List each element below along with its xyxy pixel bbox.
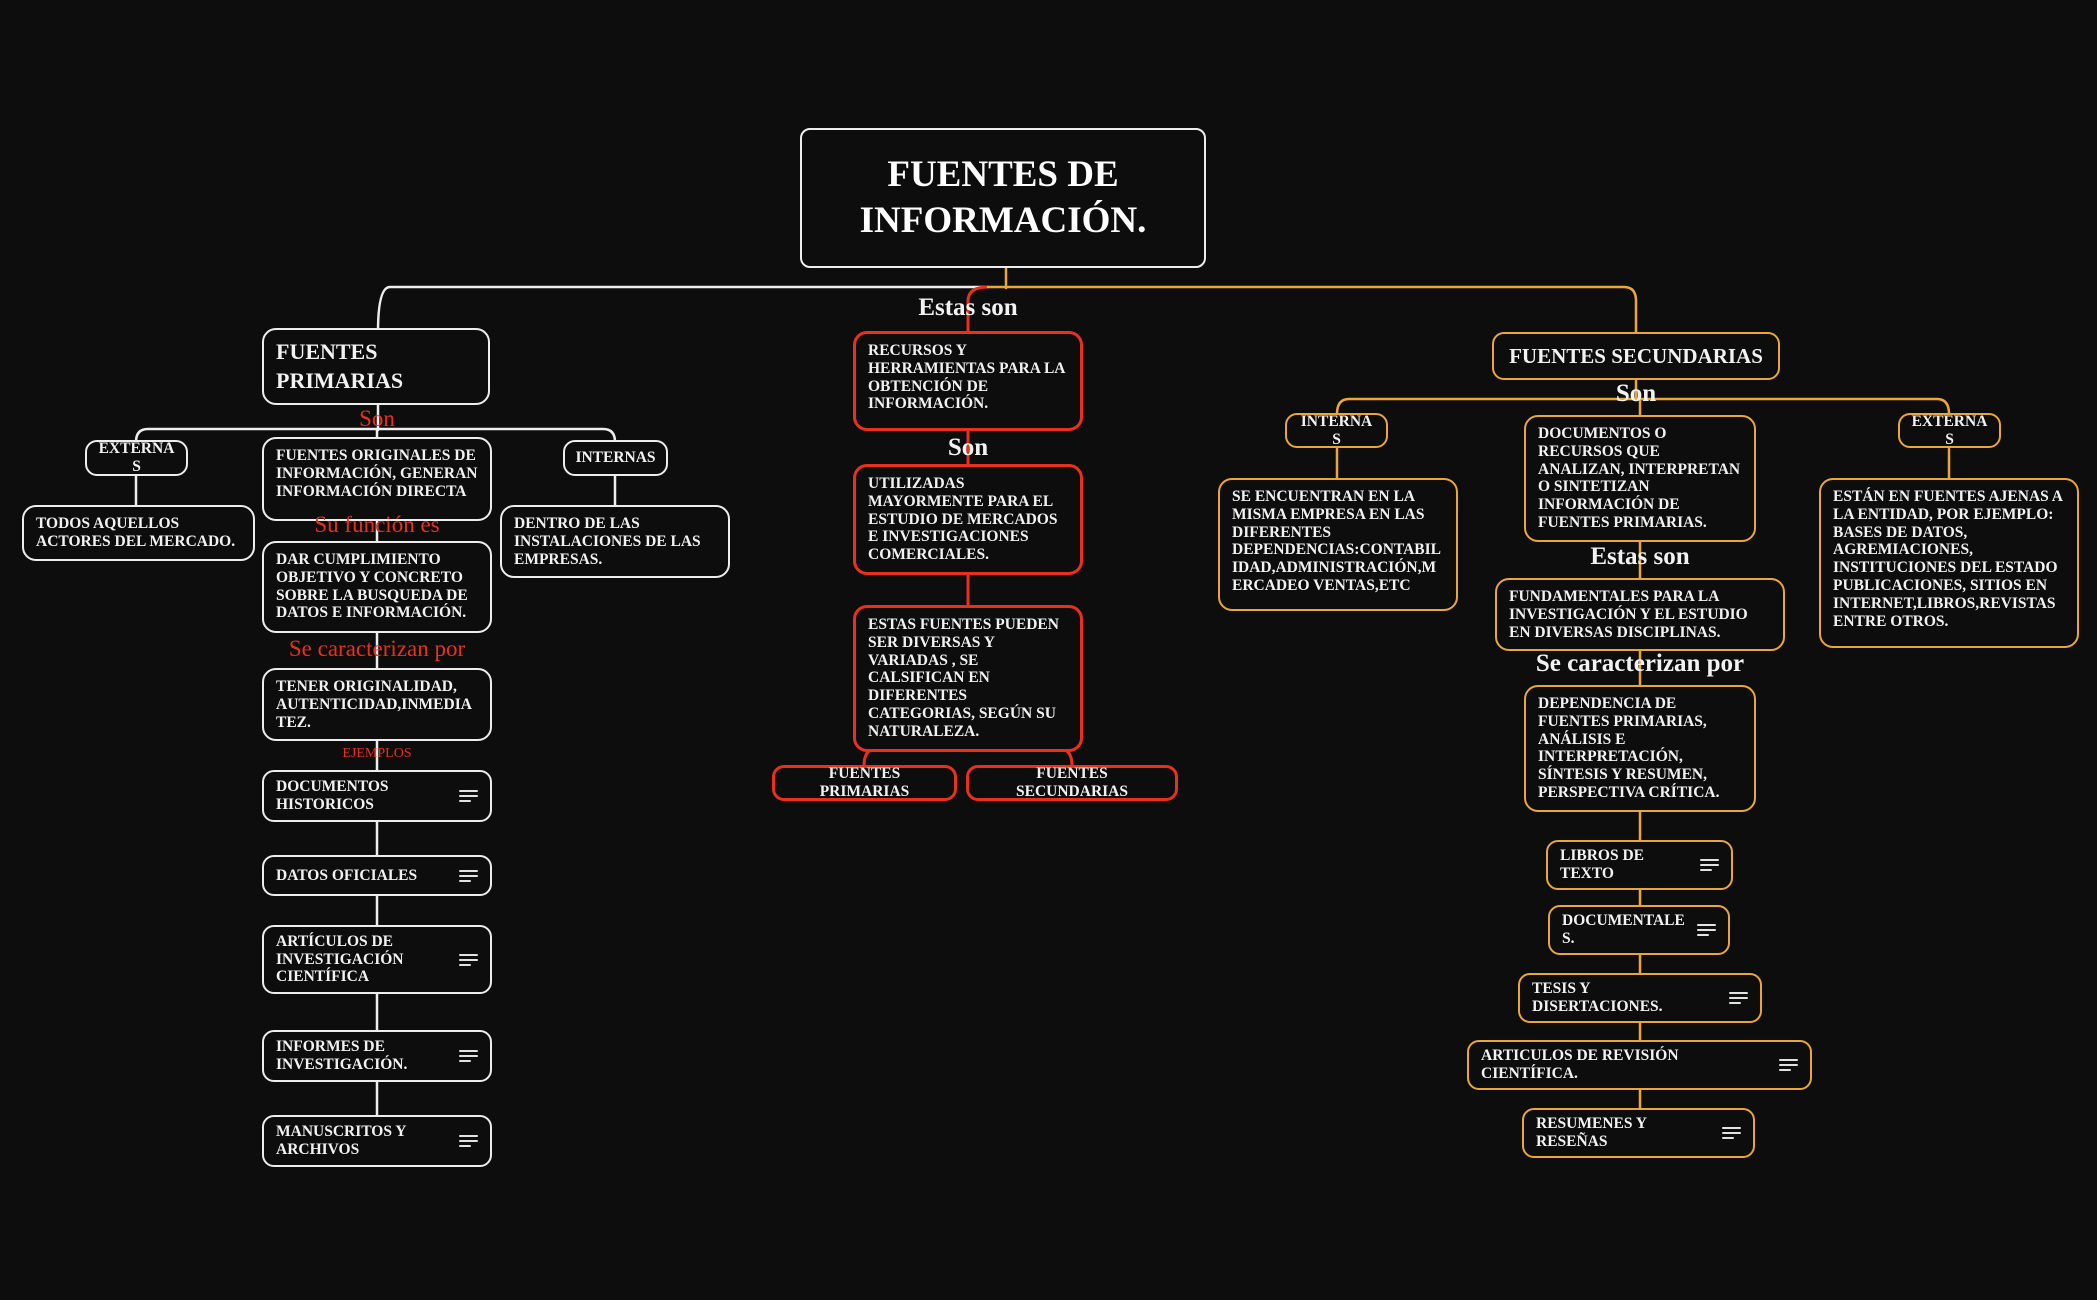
label-son-left[interactable]: Son	[359, 406, 395, 431]
node-label: INFORMES DE INVESTIGACIÓN.	[276, 1038, 408, 1073]
label-se-caracterizan-left[interactable]: Se caracterizan por	[288, 636, 466, 661]
node-internas-left[interactable]: INTERNAS	[563, 440, 668, 476]
node-label: DOCUMENTOS HISTORICOS	[276, 778, 389, 813]
node-fuentes-secundarias-root[interactable]: FUENTES SECUNDARIAS	[1492, 332, 1780, 380]
node-label: MANUSCRITOS Y ARCHIVOS	[276, 1123, 406, 1158]
node-fundamentales[interactable]: FUNDAMENTALES PARA LA INVESTIGACIÓN Y EL ESTUDIO EN DIVERSAS DISCIPLINAS.	[1495, 578, 1785, 651]
node-fuentes-primarias[interactable]: FUENTES PRIMARIAS	[262, 328, 490, 405]
notes-icon[interactable]	[1722, 1127, 1741, 1139]
node-informes-investigacion[interactable]	[262, 1030, 492, 1082]
node-documentos-recursos[interactable]: DOCUMENTOS O RECURSOS QUE ANALIZAN, INTERPRETAN O SINTETIZAN INFORMACIÓN DE FUENTES PRIMARIAS.	[1524, 415, 1756, 542]
node-utilizadas-mayormente[interactable]: UTILIZADAS MAYORMENTE PARA EL ESTUDIO DE MERCADOS E INVESTIGACIONES COMERCIALES.	[853, 464, 1083, 575]
node-fuentes-originales[interactable]: FUENTES ORIGINALES DE INFORMACIÓN, GENERAN INFORMACIÓN DIRECTA	[262, 437, 492, 521]
label-estas-son-mid[interactable]: Estas son	[918, 294, 1018, 321]
node-documentos-historicos[interactable]	[262, 770, 492, 822]
label-se-caracterizan-right[interactable]: Se caracterizan por	[1535, 650, 1745, 677]
notes-icon[interactable]	[1779, 1059, 1798, 1071]
notes-icon[interactable]	[459, 870, 478, 882]
node-label: ARTICULOS DE REVISIÓN CIENTÍFICA.	[1481, 1047, 1679, 1082]
node-dependencia[interactable]: DEPENDENCIA DE FUENTES PRIMARIAS, ANÁLISIS E INTERPRETACIÓN, SÍNTESIS Y RESUMEN, PERSPECTIVA CRÍTICA.	[1524, 685, 1756, 812]
node-externas-left[interactable]: EXTERNAS	[85, 440, 188, 476]
node-libros-texto[interactable]	[1546, 840, 1733, 890]
node-tesis-disertaciones[interactable]	[1518, 973, 1762, 1023]
node-dentro-instalaciones[interactable]: DENTRO DE LAS INSTALACIONES DE LAS EMPRESAS.	[500, 505, 730, 578]
node-label: DATOS OFICIALES	[276, 866, 418, 884]
node-fuentes-secundarias-leaf[interactable]: FUENTES SECUNDARIAS	[966, 765, 1178, 801]
node-estan-fuentes-ajenas[interactable]: ESTÁN EN FUENTES AJENAS A LA ENTIDAD, POR EJEMPLO: BASES DE DATOS, AGREMIACIONES, INSTITUCIONES DEL ESTADO PUBLICACIONES, SITIOS EN INTERNET,LIBROS,REVISTAS ENTRE OTROS.	[1819, 478, 2079, 648]
node-label: RESUMENES Y RESEÑAS	[1536, 1115, 1647, 1150]
notes-icon[interactable]	[459, 790, 478, 802]
label-ejemplos[interactable]: EJEMPLOS	[342, 746, 412, 761]
node-resumenes-resenas[interactable]	[1522, 1108, 1755, 1158]
notes-icon[interactable]	[459, 1135, 478, 1147]
notes-icon[interactable]	[1700, 859, 1719, 871]
node-label: ARTÍCULOS DE INVESTIGACIÓN CIENTÍFICA	[276, 932, 404, 986]
node-recursos-herramientas[interactable]: RECURSOS Y HERRAMIENTAS PARA LA OBTENCIÓN DE INFORMACIÓN.	[853, 331, 1083, 431]
notes-icon[interactable]	[1697, 924, 1716, 936]
notes-icon[interactable]	[1729, 992, 1748, 1004]
node-todos-aquellos[interactable]: TODOS AQUELLOS ACTORES DEL MERCADO.	[22, 505, 255, 561]
notes-icon[interactable]	[459, 1050, 478, 1062]
node-articulos-revision[interactable]	[1467, 1040, 1812, 1090]
node-label: DOCUMENTALES.	[1562, 912, 1685, 947]
node-se-encuentran[interactable]: SE ENCUENTRAN EN LA MISMA EMPRESA EN LAS DIFERENTES DEPENDENCIAS:CONTABILIDAD,ADMINISTRACIÓN,MERCADEO VENTAS,ETC	[1218, 478, 1458, 611]
page-title[interactable]: FUENTES DE INFORMACIÓN.	[800, 128, 1206, 268]
node-internas-right[interactable]: INTERNAS	[1285, 413, 1388, 448]
node-manuscritos-archivos[interactable]	[262, 1115, 492, 1167]
node-documentales[interactable]	[1548, 905, 1730, 955]
node-label: TESIS Y DISERTACIONES.	[1532, 980, 1663, 1015]
node-articulos-investigacion[interactable]	[262, 925, 492, 994]
node-datos-oficiales[interactable]	[262, 855, 492, 896]
label-son-right[interactable]: Son	[1615, 380, 1657, 407]
label-estas-son-right[interactable]: Estas son	[1590, 543, 1690, 570]
node-tener-originalidad[interactable]: TENER ORIGINALIDAD, AUTENTICIDAD,INMEDIATEZ.	[262, 668, 492, 741]
node-fuentes-primarias-leaf[interactable]: FUENTES PRIMARIAS	[772, 765, 957, 801]
label-son-mid[interactable]: Son	[947, 434, 989, 461]
node-dar-cumplimiento[interactable]: DAR CUMPLIMIENTO OBJETIVO Y CONCRETO SOBRE LA BUSQUEDA DE DATOS E INFORMACIÓN.	[262, 541, 492, 633]
notes-icon[interactable]	[459, 954, 478, 966]
node-externas-right[interactable]: EXTERNAS	[1898, 413, 2001, 448]
node-label: LIBROS DE TEXTO	[1560, 847, 1644, 882]
label-su-funcion[interactable]: Su función es	[314, 512, 440, 537]
node-estas-fuentes[interactable]: ESTAS FUENTES PUEDEN SER DIVERSAS Y VARIADAS , SE CALSIFICAN EN DIFERENTES CATEGORIAS, SEGÚN SU NATURALEZA.	[853, 605, 1083, 752]
